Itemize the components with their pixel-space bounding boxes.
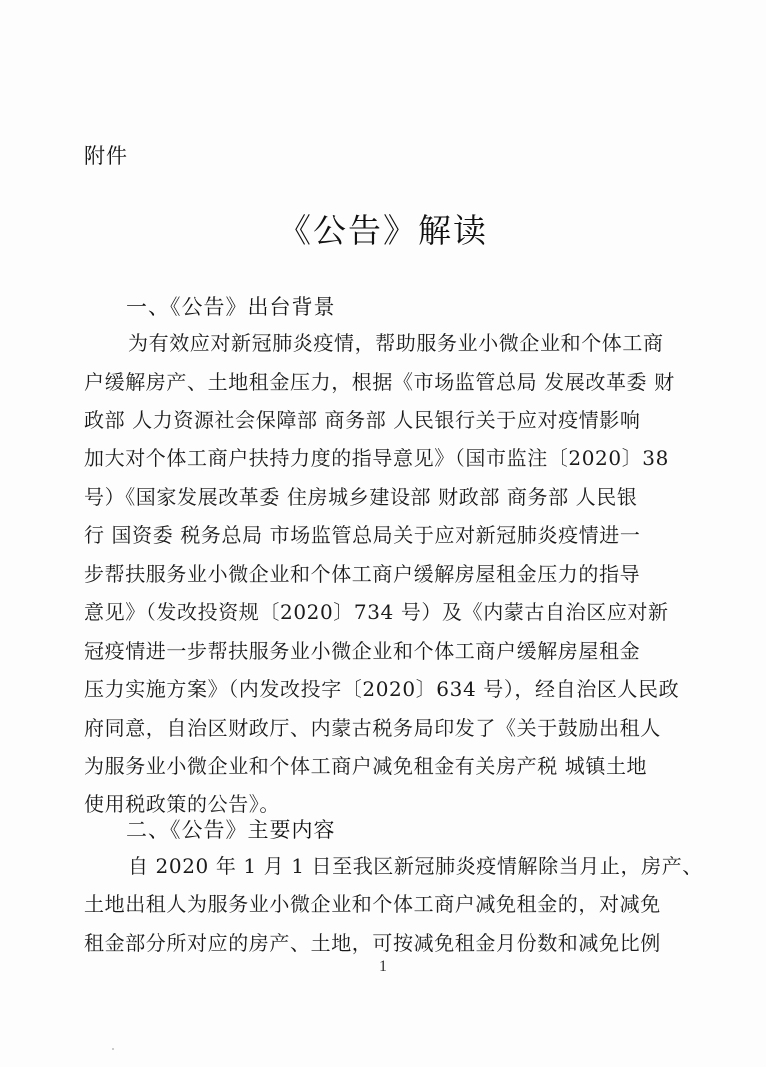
body-line: 号）《国家发展改革委 住房城乡建设部 财政部 商务部 人民银 (84, 485, 638, 509)
scan-speck (112, 1048, 114, 1050)
body-line: 户缓解房产、土地租金压力，根据《市场监管总局 发展改革委 财 (84, 370, 675, 394)
body-line: 行 国资委 税务总局 市场监管总局关于应对新冠肺炎疫情进一 (84, 523, 641, 547)
body-line: 压力实施方案》（内发改投字〔2020〕634 号），经自治区人民政 (84, 677, 680, 701)
body-line: 使用税政策的公告》。 (84, 792, 280, 816)
body-line: 为服务业小微企业和个体工商户减免租金有关房产税 城镇土地 (84, 754, 648, 778)
body-line: 政部 人力资源社会保障部 商务部 人民银行关于应对疫情影响 (84, 408, 641, 432)
body-line: 自 2020 年 1 月 1 日至我区新冠肺炎疫情解除当月止，房产、 (128, 854, 703, 878)
body-line: 府同意，自治区财政厅、内蒙古税务局印发了《关于鼓励出租人 (84, 716, 661, 740)
section-heading-main-content: 二、《公告》主要内容 (126, 818, 336, 842)
body-line: 加大对个体工商户扶持力度的指导意见》（国市监注〔2020〕38 (84, 446, 669, 470)
section-heading-background: 一、《公告》出台背景 (126, 295, 336, 319)
body-line: 土地出租人为服务业小微企业和个体工商户减免租金的，对减免 (84, 892, 661, 916)
page-number: 1 (379, 958, 387, 975)
body-line: 租金部分所对应的房产、土地，可按减免租金月份数和减免比例 (84, 931, 661, 955)
document-title: 《公告》解读 (278, 211, 488, 250)
body-line: 冠疫情进一步帮扶服务业小微企业和个体工商户缓解房屋租金 (84, 639, 641, 663)
body-line: 为有效应对新冠肺炎疫情，帮助服务业小微企业和个体工商 (128, 331, 664, 355)
body-line: 步帮扶服务业小微企业和个体工商户缓解房屋租金压力的指导 (84, 562, 641, 586)
attachment-label: 附件 (84, 144, 128, 168)
body-line: 意见》（发改投资规〔2020〕734 号）及《内蒙古自治区应对新 (84, 600, 669, 624)
